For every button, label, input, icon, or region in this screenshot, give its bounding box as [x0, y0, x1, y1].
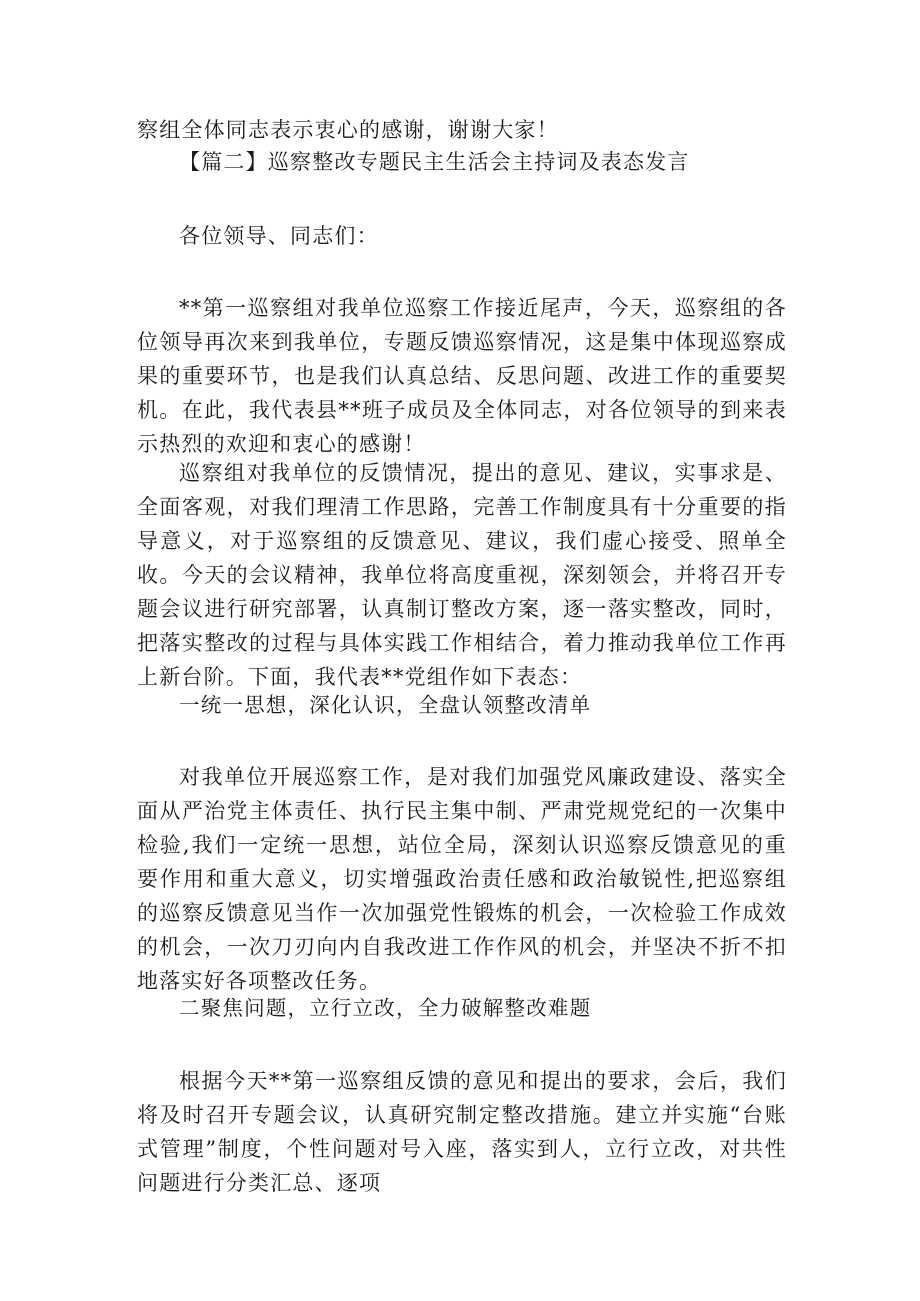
- paragraph-measures: 根据今天**第一巡察组反馈的意见和提出的要求，会后，我们将及时召开专题会议，认真研究制定整改措施。建立并实施“台账式管理”制度，个性问题对号入座，落实到人，立行立改，对共性问题进行分类汇总、逐项: [137, 1069, 787, 1195]
- heading-unify-thinking: 一统一思想，深化认识，全盘认领整改清单: [179, 693, 592, 717]
- section-title: 【篇二】巡察整改专题民主生活会主持词及表态发言: [179, 150, 690, 174]
- continuation-line: 察组全体同志表示衷心的感谢，谢谢大家！: [137, 118, 559, 142]
- salutation: 各位领导、同志们：: [179, 224, 379, 248]
- heading-focus-problems: 二聚焦问题，立行立改，全力破解整改难题: [179, 996, 592, 1020]
- paragraph-opening: **第一巡察组对我单位巡察工作接近尾声，今天，巡察组的各位领导再次来到我单位，专题反馈巡察情况，这是集中体现巡察成果的重要环节，也是我们认真总结、反思问题、改进工作的重要契机。在此，我代表县**班子成员及全体同志，对各位领导的到来表示热烈的欢迎和衷心的感谢！: [137, 296, 787, 456]
- paragraph-response: 巡察组对我单位的反馈情况，提出的意见、建议，实事求是、全面客观，对我们理清工作思路，完善工作制度具有十分重要的指导意义，对于巡察组的反馈意见、建议，我们虚心接受、照单全收。今天的会议精神，我单位将高度重视，深刻领会，并将召开专题会议进行研究部署，认真制订整改方案，逐一落实整改，同时，把落实整改的过程与具体实践工作相结合，着力推动我单位工作再上新台阶。下面，我代表**党组作如下表态：: [137, 461, 787, 689]
- paragraph-inspection: 对我单位开展巡察工作，是对我们加强党风廉政建设、落实全面从严治党主体责任、执行民主集中制、严肃党规党纪的一次集中检验,我们一定统一思想，站位全局，深刻认识巡察反馈意见的重要作用和重大意义，切实增强政治责任感和政治敏锐性,把巡察组的巡察反馈意见当作一次加强党性锻炼的机会，一次检验工作成效的机会，一次刀刃向内自我改进工作作风的机会，并坚决不折不扣地落实好各项整改任务。: [137, 765, 787, 993]
